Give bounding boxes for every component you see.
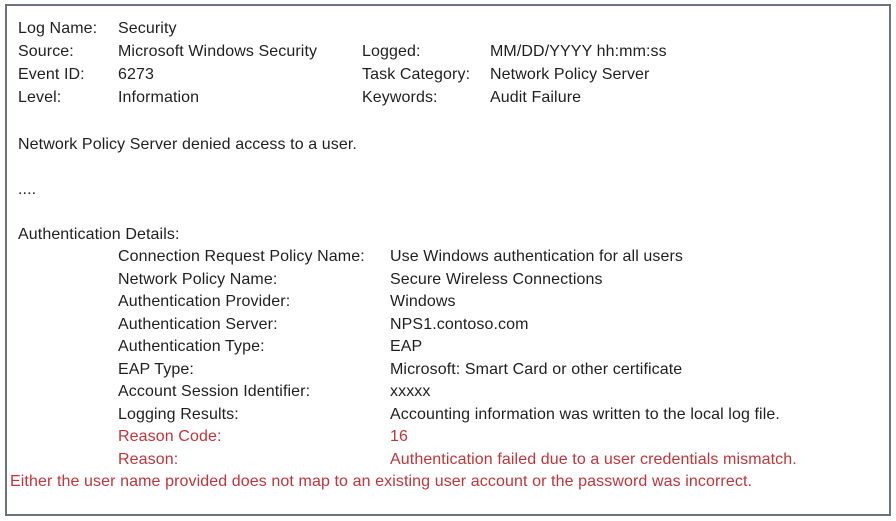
omitted-content-ellipsis: .... <box>18 181 37 198</box>
detail-row-reason-code <box>18 426 877 449</box>
event-log-panel <box>5 4 891 516</box>
header-row-log-name <box>18 17 877 40</box>
detail-label: Account Session Identifier: <box>118 383 311 400</box>
detail-label: Reason Code: <box>118 428 222 445</box>
detail-label: Network Policy Name: <box>118 270 278 288</box>
field-value: 6273 <box>118 66 154 83</box>
detail-label: Reason: <box>118 450 179 468</box>
field-value: Microsoft Windows Security <box>118 43 318 60</box>
detail-value: Windows <box>390 293 456 310</box>
field-value <box>490 17 877 40</box>
detail-label: Connection Request Policy Name: <box>118 248 365 265</box>
field-label: Event ID: <box>18 66 85 83</box>
event-description: Network Policy Server denied access to a user. <box>18 136 357 153</box>
field-label: Keywords: <box>362 89 438 106</box>
field-value: Security <box>118 20 177 37</box>
detail-row <box>18 246 877 269</box>
detail-value: xxxxx <box>390 383 431 400</box>
detail-value: Microsoft: Smart Card or other certificate <box>390 360 683 378</box>
detail-label: Authentication Provider: <box>118 293 291 310</box>
detail-value: 16 <box>390 428 408 445</box>
detail-row <box>18 336 877 359</box>
detail-value: Secure Wireless Connections <box>390 270 603 288</box>
section-title: Authentication Details: <box>18 226 180 243</box>
field-label: Logged: <box>362 43 421 60</box>
detail-row <box>18 269 877 292</box>
detail-value: Authentication failed due to a user credentials mismatch. <box>390 450 797 468</box>
field-value: Audit Failure <box>490 89 582 106</box>
detail-row <box>18 314 877 337</box>
detail-value: Use Windows authentication for all users <box>390 248 684 265</box>
detail-label: Authentication Type: <box>118 338 265 355</box>
field-label: Task Category: <box>362 66 471 83</box>
field-label: Log Name: <box>18 20 98 37</box>
detail-row <box>18 381 877 404</box>
detail-row <box>18 291 877 314</box>
detail-value: EAP <box>390 338 423 355</box>
field-value: MM/DD/YYYY hh:mm:ss <box>490 43 667 60</box>
detail-label: Authentication Server: <box>118 315 278 333</box>
field-label: Level: <box>18 89 62 106</box>
detail-value: Accounting information was written to the local log file. <box>390 405 780 423</box>
alert-note: Either the user name provided does not map to an existing user account or the password was incorrect. <box>10 473 753 490</box>
header-row-level <box>18 86 877 109</box>
detail-value: NPS1.contoso.com <box>390 315 529 333</box>
field-label <box>362 17 490 40</box>
field-value: Information <box>118 89 200 106</box>
header-row-event-id <box>18 63 877 86</box>
detail-row-reason <box>18 449 877 472</box>
detail-row <box>18 404 877 427</box>
header-row-source <box>18 40 877 63</box>
detail-row <box>18 359 877 382</box>
field-label: Source: <box>18 43 74 60</box>
detail-label: EAP Type: <box>118 360 194 378</box>
field-value: Network Policy Server <box>490 66 650 83</box>
detail-label: Logging Results: <box>118 405 239 423</box>
